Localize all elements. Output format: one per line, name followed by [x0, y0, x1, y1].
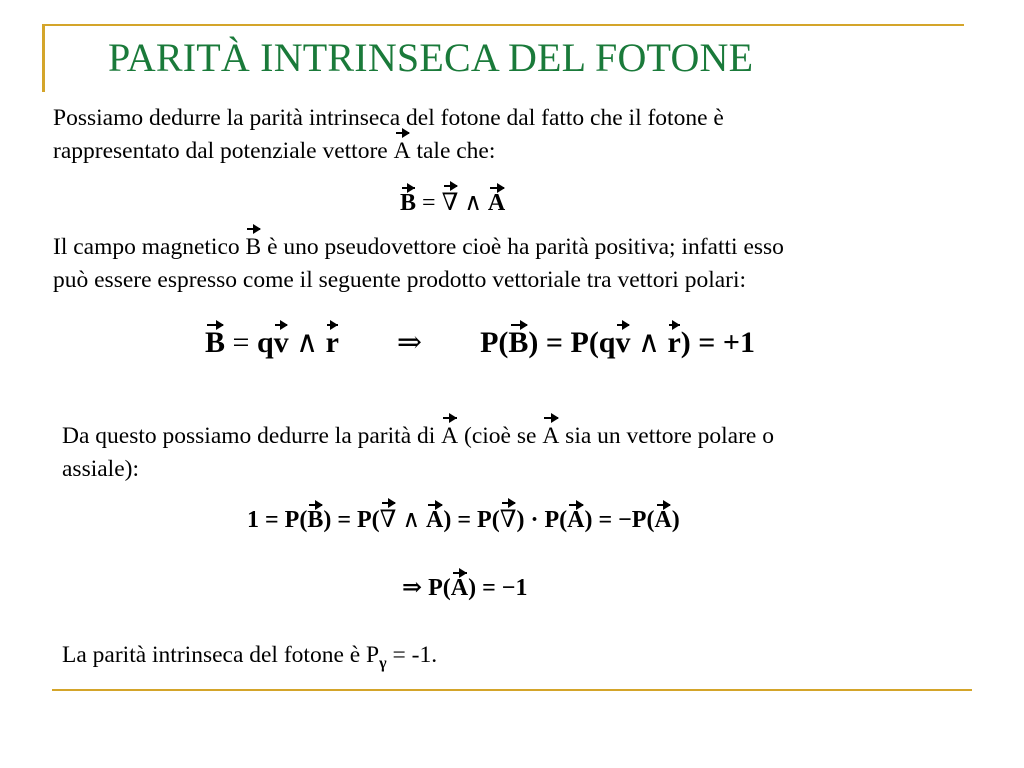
- result-end: ) = −1: [468, 575, 528, 601]
- nabla-symbol: ∇: [441, 190, 459, 216]
- nabla-symbol: ∇: [379, 507, 397, 533]
- cross-product-equation: [205, 325, 755, 360]
- vector-a-symbol: A: [394, 135, 411, 168]
- top-rule: [42, 24, 964, 26]
- bottom-rule: [52, 689, 972, 691]
- intro-line-1: Possiamo dedurre la parità intrinseca del fotone dal fatto che il fotone è: [53, 105, 724, 131]
- conclusion-value: = -1.: [386, 642, 438, 668]
- vector-a-symbol: A: [441, 420, 458, 453]
- vector-b-symbol: B: [307, 507, 324, 533]
- intro-line-2: [53, 135, 724, 168]
- deduction-text-end: sia un vettore polare o: [559, 423, 774, 449]
- vector-r-symbol: r: [325, 326, 339, 359]
- parity-chain-equation: [247, 505, 680, 534]
- equals-sign: =: [416, 190, 442, 216]
- intro-paragraph: [53, 102, 724, 168]
- gamma-subscript: γ: [379, 655, 387, 672]
- mf-line-2: può essere espresso come il seguente prodotto vettoriale tra vettori polari:: [53, 267, 747, 293]
- slide-title: PARITÀ INTRINSECA DEL FOTONE: [108, 35, 754, 80]
- mf-line-1: [53, 231, 784, 264]
- chain-part: ) = P(: [323, 507, 380, 533]
- wedge-symbol: ∧: [288, 326, 326, 359]
- mf-text-end: è uno pseudovettore cioè ha parità positiva; infatti esso: [261, 234, 784, 260]
- vector-a-symbol: A: [426, 507, 444, 533]
- deduction-text-mid: (cioè se: [458, 423, 543, 449]
- vector-a-symbol: A: [567, 507, 585, 533]
- intro-text-end: tale che:: [410, 138, 496, 164]
- curl-equation: [400, 188, 505, 217]
- deduction-line-1: [62, 420, 774, 453]
- intro-text: rappresentato dal potenziale vettore: [53, 138, 394, 164]
- nabla-symbol: ∇: [499, 507, 517, 533]
- vector-v-symbol: v: [273, 326, 289, 359]
- vector-a-symbol: A: [542, 420, 559, 453]
- vector-a-symbol: A: [654, 507, 672, 533]
- left-rule: [42, 24, 45, 92]
- deduction-line-2: assiale):: [62, 456, 139, 482]
- parity-open: P(: [480, 326, 509, 359]
- vector-a-symbol: A: [450, 575, 469, 601]
- vector-b-symbol: B: [246, 231, 262, 264]
- magnetic-field-paragraph: [53, 231, 784, 297]
- vector-b-symbol: B: [508, 326, 529, 359]
- equals-sign: =: [225, 326, 257, 359]
- vector-v-symbol: v: [615, 326, 631, 359]
- chain-part: ) · P(: [516, 507, 568, 533]
- charge-symbol: q: [256, 326, 274, 359]
- vector-a-symbol: A: [487, 190, 506, 216]
- implies-symbol: ⇒: [396, 326, 423, 359]
- conclusion-paragraph: [62, 639, 437, 674]
- parity-result: ) = +1: [680, 326, 755, 359]
- vector-b-symbol: B: [205, 326, 226, 359]
- conclusion-text: La parità intrinseca del fotone è P: [62, 642, 380, 668]
- photon-parity-result-equation: [402, 572, 527, 602]
- parity-mid: ) = P(q: [528, 326, 616, 359]
- wedge-symbol: ∧: [396, 507, 427, 533]
- chain-part: ) = −P(: [584, 507, 655, 533]
- mf-text: Il campo magnetico: [53, 234, 246, 260]
- wedge-symbol: ∧: [630, 326, 668, 359]
- chain-start: 1 = P(: [247, 507, 308, 533]
- chain-part: ) = P(: [443, 507, 500, 533]
- vector-r-symbol: r: [667, 326, 681, 359]
- deduction-paragraph: [62, 420, 774, 486]
- vector-b-symbol: B: [400, 190, 417, 216]
- deduction-text: Da questo possiamo dedurre la parità di: [62, 423, 442, 449]
- result-start: ⇒ P(: [402, 575, 451, 601]
- wedge-symbol: ∧: [458, 190, 488, 216]
- chain-end: ): [671, 507, 680, 533]
